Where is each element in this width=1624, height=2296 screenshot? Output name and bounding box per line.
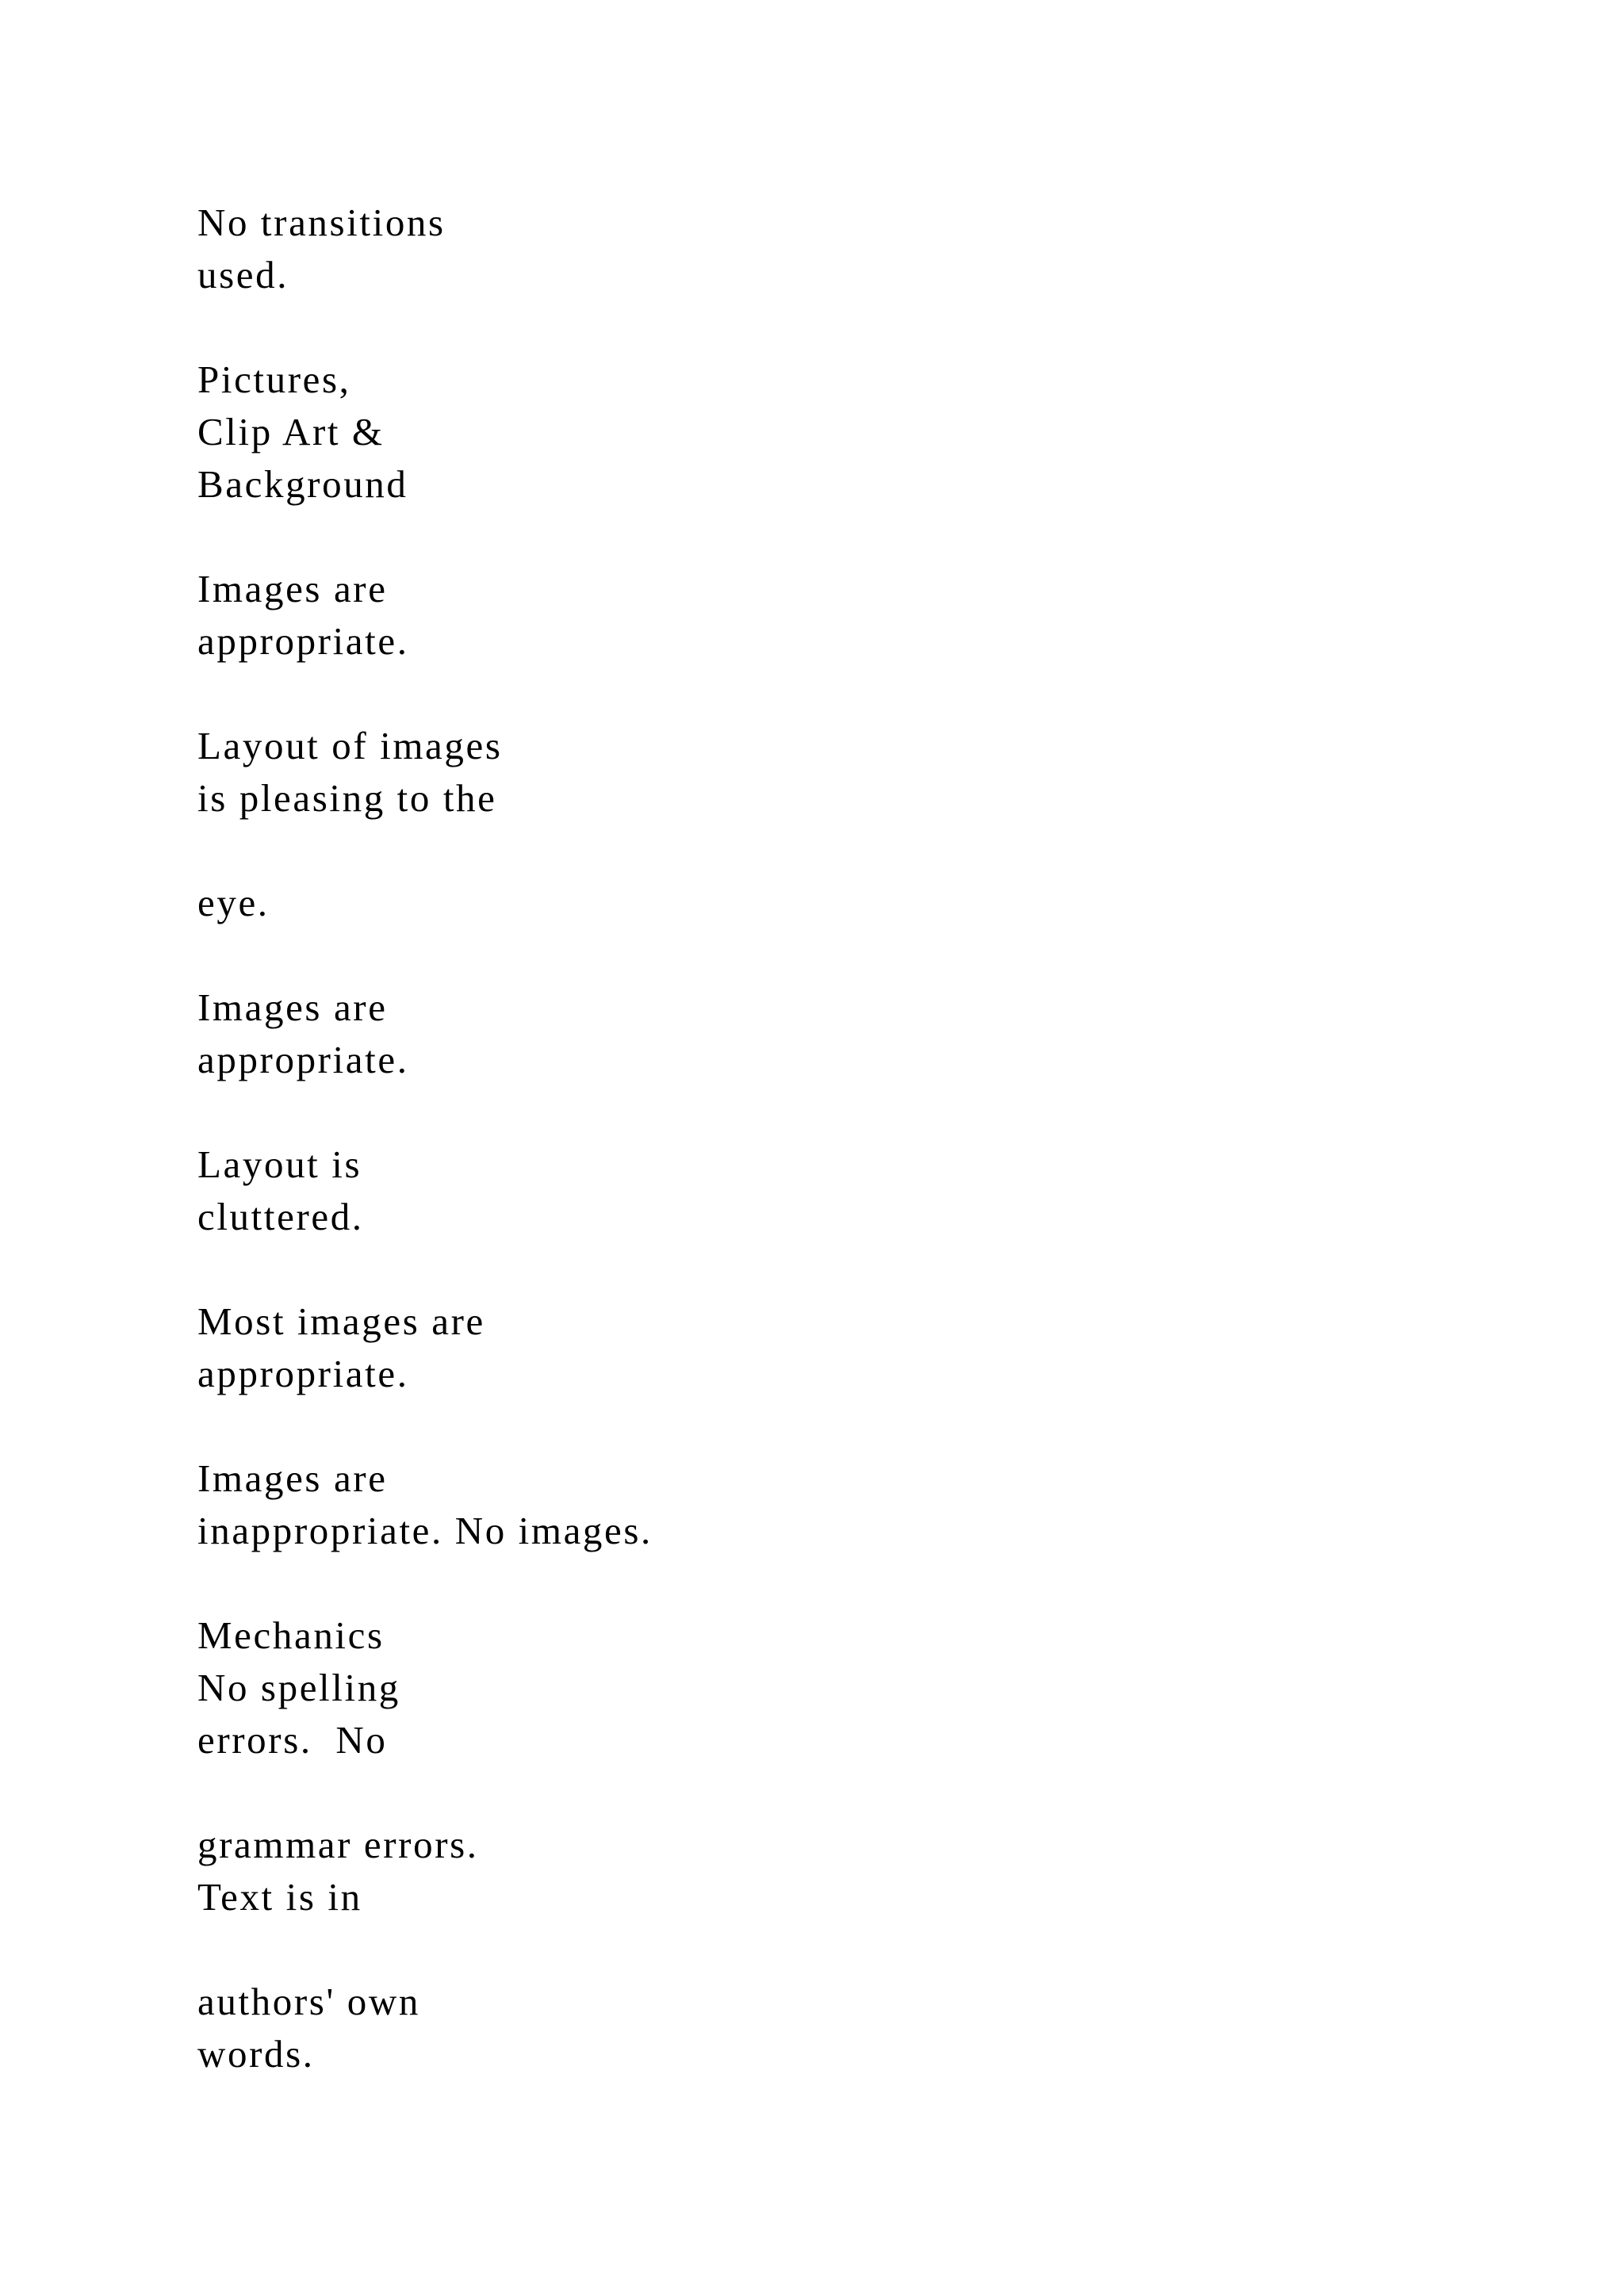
text-line: Text is in	[197, 1875, 362, 1919]
text-line: No transitions	[197, 201, 446, 244]
text-line: Most images are	[197, 1299, 485, 1343]
text-line: Images are	[197, 985, 388, 1029]
section-heading: Background	[197, 462, 408, 506]
text-line: appropriate.	[197, 619, 409, 663]
text-line: appropriate.	[197, 1352, 409, 1395]
text-line: used.	[197, 253, 289, 297]
text-line: eye.	[197, 881, 270, 924]
text-line: Layout is	[197, 1142, 362, 1186]
section-heading: Clip Art &	[197, 410, 385, 453]
text-line: Images are	[197, 567, 388, 610]
text-line: No spelling	[197, 1666, 400, 1709]
text-line: authors' own	[197, 1980, 420, 2023]
section-heading: Mechanics	[197, 1613, 385, 1657]
text-line: Layout of images	[197, 724, 503, 767]
text-line: Images are	[197, 1456, 388, 1500]
text-line: errors. No	[197, 1718, 388, 1762]
text-line: inappropriate. No images.	[197, 1509, 653, 1552]
text-line: appropriate.	[197, 1038, 409, 1081]
section-heading: Pictures,	[197, 358, 351, 401]
text-line: grammar errors.	[197, 1823, 479, 1866]
text-line: is pleasing to the	[197, 776, 497, 820]
text-line: words.	[197, 2032, 315, 2076]
text-line: cluttered.	[197, 1195, 364, 1238]
